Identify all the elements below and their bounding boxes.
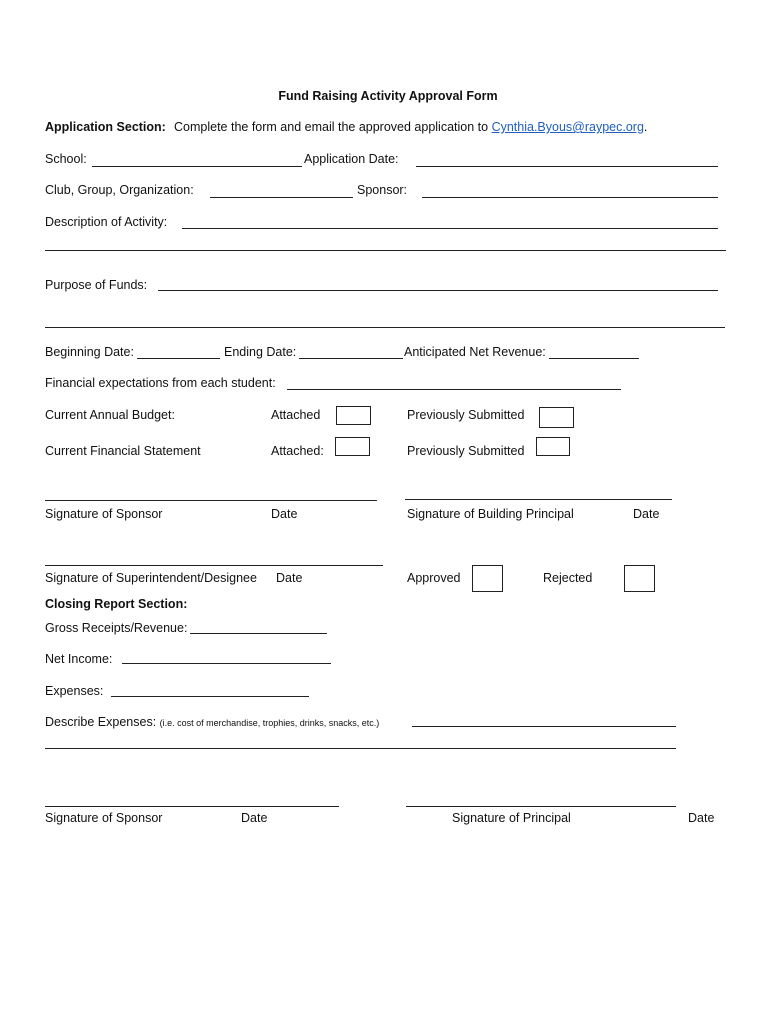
application-date-field[interactable]	[416, 166, 718, 167]
closing-report-section-label: Closing Report Section:	[45, 597, 188, 611]
instructions: Complete the form and email the approved application to	[174, 120, 489, 134]
net-revenue-label: Anticipated Net Revenue:	[404, 345, 546, 359]
budget-attached-checkbox[interactable]	[336, 406, 371, 425]
gross-receipts-field[interactable]	[190, 633, 327, 634]
superintendent-signature-line[interactable]	[45, 565, 383, 566]
club-field[interactable]	[210, 197, 353, 198]
annual-budget-label: Current Annual Budget:	[45, 408, 175, 422]
net-income-field[interactable]	[122, 663, 331, 664]
describe-expenses-field[interactable]	[412, 726, 676, 727]
financial-statement-label: Current Financial Statement	[45, 444, 201, 458]
expenses-label: Expenses:	[45, 684, 104, 698]
purpose-field-continued[interactable]	[45, 327, 725, 328]
rejected-label: Rejected	[543, 571, 593, 585]
describe-expenses-hint: (i.e. cost of merchandise, trophies, drinks, snacks, etc.)	[159, 718, 380, 728]
email-suffix: .	[643, 120, 648, 134]
description-label: Description of Activity:	[45, 215, 168, 229]
approved-label: Approved	[407, 571, 461, 585]
expenses-field[interactable]	[111, 696, 309, 697]
closing-principal-signature-line[interactable]	[406, 806, 676, 807]
closing-sponsor-signature-line[interactable]	[45, 806, 339, 807]
net-revenue-field[interactable]	[549, 358, 639, 359]
ending-date-label: Ending Date:	[224, 345, 297, 359]
attached-label: Attached	[271, 408, 321, 422]
application-section-label: Application Section:	[45, 120, 166, 134]
signature-of-building-principal-label: Signature of Building Principal	[407, 507, 574, 521]
financial-expectations-label: Financial expectations from each student:	[45, 376, 276, 390]
budget-previously-submitted-checkbox[interactable]	[539, 407, 574, 428]
club-label: Club, Group, Organization:	[45, 183, 194, 197]
closing-signature-of-principal-label: Signature of Principal	[452, 811, 571, 825]
rejected-checkbox[interactable]	[624, 565, 655, 592]
sponsor-field[interactable]	[422, 197, 718, 198]
instructions-text	[174, 121, 647, 134]
statement-attached-checkbox[interactable]	[335, 437, 370, 456]
sponsor-signature-line[interactable]	[45, 500, 377, 501]
describe-expenses-label-group	[45, 716, 379, 729]
application-date-label: Application Date:	[304, 152, 399, 166]
description-field[interactable]	[182, 228, 718, 229]
closing-sponsor-date-label: Date	[241, 811, 268, 825]
school-field[interactable]	[92, 166, 302, 167]
describe-expenses-label: Describe Expenses:	[45, 715, 157, 729]
financial-expectations-field[interactable]	[287, 389, 621, 390]
signature-of-sponsor-label: Signature of Sponsor	[45, 507, 163, 521]
signature-of-superintendent-label: Signature of Superintendent/Designee	[45, 571, 257, 585]
closing-signature-of-sponsor-label: Signature of Sponsor	[45, 811, 163, 825]
purpose-field[interactable]	[158, 290, 718, 291]
beginning-date-label: Beginning Date:	[45, 345, 134, 359]
attached-label: Attached:	[271, 444, 324, 458]
principal-signature-line[interactable]	[405, 499, 672, 500]
previously-submitted-label: Previously Submitted	[407, 408, 525, 422]
beginning-date-field[interactable]	[137, 358, 220, 359]
previously-submitted-label: Previously Submitted	[407, 444, 525, 458]
gross-receipts-label: Gross Receipts/Revenue:	[45, 621, 188, 635]
form-title: Fund Raising Activity Approval Form	[278, 89, 498, 103]
description-field-continued[interactable]	[45, 250, 726, 251]
approved-checkbox[interactable]	[472, 565, 503, 592]
closing-principal-date-label: Date	[688, 811, 715, 825]
describe-expenses-field-continued[interactable]	[45, 748, 676, 749]
superintendent-date-label: Date	[276, 571, 303, 585]
statement-previously-submitted-checkbox[interactable]	[536, 437, 570, 456]
principal-date-label: Date	[633, 507, 660, 521]
net-income-label: Net Income:	[45, 652, 113, 666]
sponsor-label: Sponsor:	[357, 183, 408, 197]
ending-date-field[interactable]	[299, 358, 403, 359]
school-label: School:	[45, 152, 87, 166]
purpose-label: Purpose of Funds:	[45, 278, 148, 292]
sponsor-date-label: Date	[271, 507, 298, 521]
email-link[interactable]: Cynthia.Byous@raypec.org	[491, 120, 644, 134]
